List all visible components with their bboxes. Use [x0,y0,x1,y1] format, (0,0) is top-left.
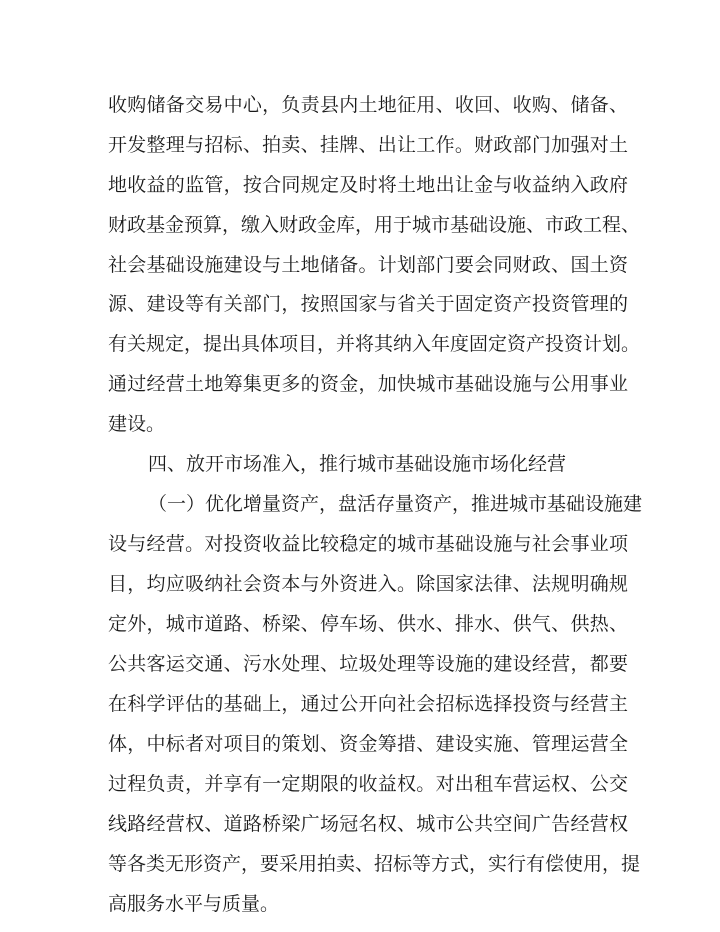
text-line: 高服务水平与质量。 [108,893,280,915]
text-line: 建设。 [108,413,166,435]
text-line: 过程负责，并享有一定期限的收益权。对出租车营运权、公交 [108,773,628,795]
text-line: 目，均应吸纳社会资本与外资进入。除国家法律、法规明确规 [108,573,628,595]
text-line: 开发整理与招标、拍卖、挂牌、出让工作。财政部门加强对土 [108,134,628,156]
text-line: 收购储备交易中心，负责县内土地征用、收回、收购、储备、 [108,94,628,116]
section-heading: 四、放开市场准入，推行城市基础设施市场化经营 [148,453,567,475]
text-line: 源、建设等有关部门，按照国家与省关于固定资产投资管理的 [108,293,628,315]
text-line: 在科学评估的基础上，通过公开向社会招标选择投资与经营主 [108,693,628,715]
text-line: （一）优化增量资产，盘活存量资产，推进城市基础设施建 [148,493,643,515]
text-line: 线路经营权、道路桥梁广场冠名权、城市公共空间广告经营权 [108,813,628,835]
text-line: 等各类无形资产，要采用拍卖、招标等方式，实行有偿使用，提 [108,853,641,875]
text-line: 公共客运交通、污水处理、垃圾处理等设施的建设经营，都要 [108,653,628,675]
text-line: 设与经营。对投资收益比较稳定的城市基础设施与社会事业项 [108,533,628,555]
text-line: 社会基础设施建设与土地储备。计划部门要会同财政、国土资 [108,254,628,276]
text-line: 通过经营土地筹集更多的资金，加快城市基础设施与公用事业 [108,373,628,395]
text-line: 地收益的监管，按合同规定及时将土地出让金与收益纳入政府 [108,174,628,196]
text-line: 定外，城市道路、桥梁、停车场、供水、排水、供气、供热、 [108,613,628,635]
text-line: 财政基金预算，缴入财政金库，用于城市基础设施、市政工程、 [108,214,641,236]
text-line: 体，中标者对项目的策划、资金筹措、建设实施、管理运营全 [108,733,628,755]
text-line: 有关规定，提出具体项目，并将其纳入年度固定资产投资计划。 [108,333,641,355]
